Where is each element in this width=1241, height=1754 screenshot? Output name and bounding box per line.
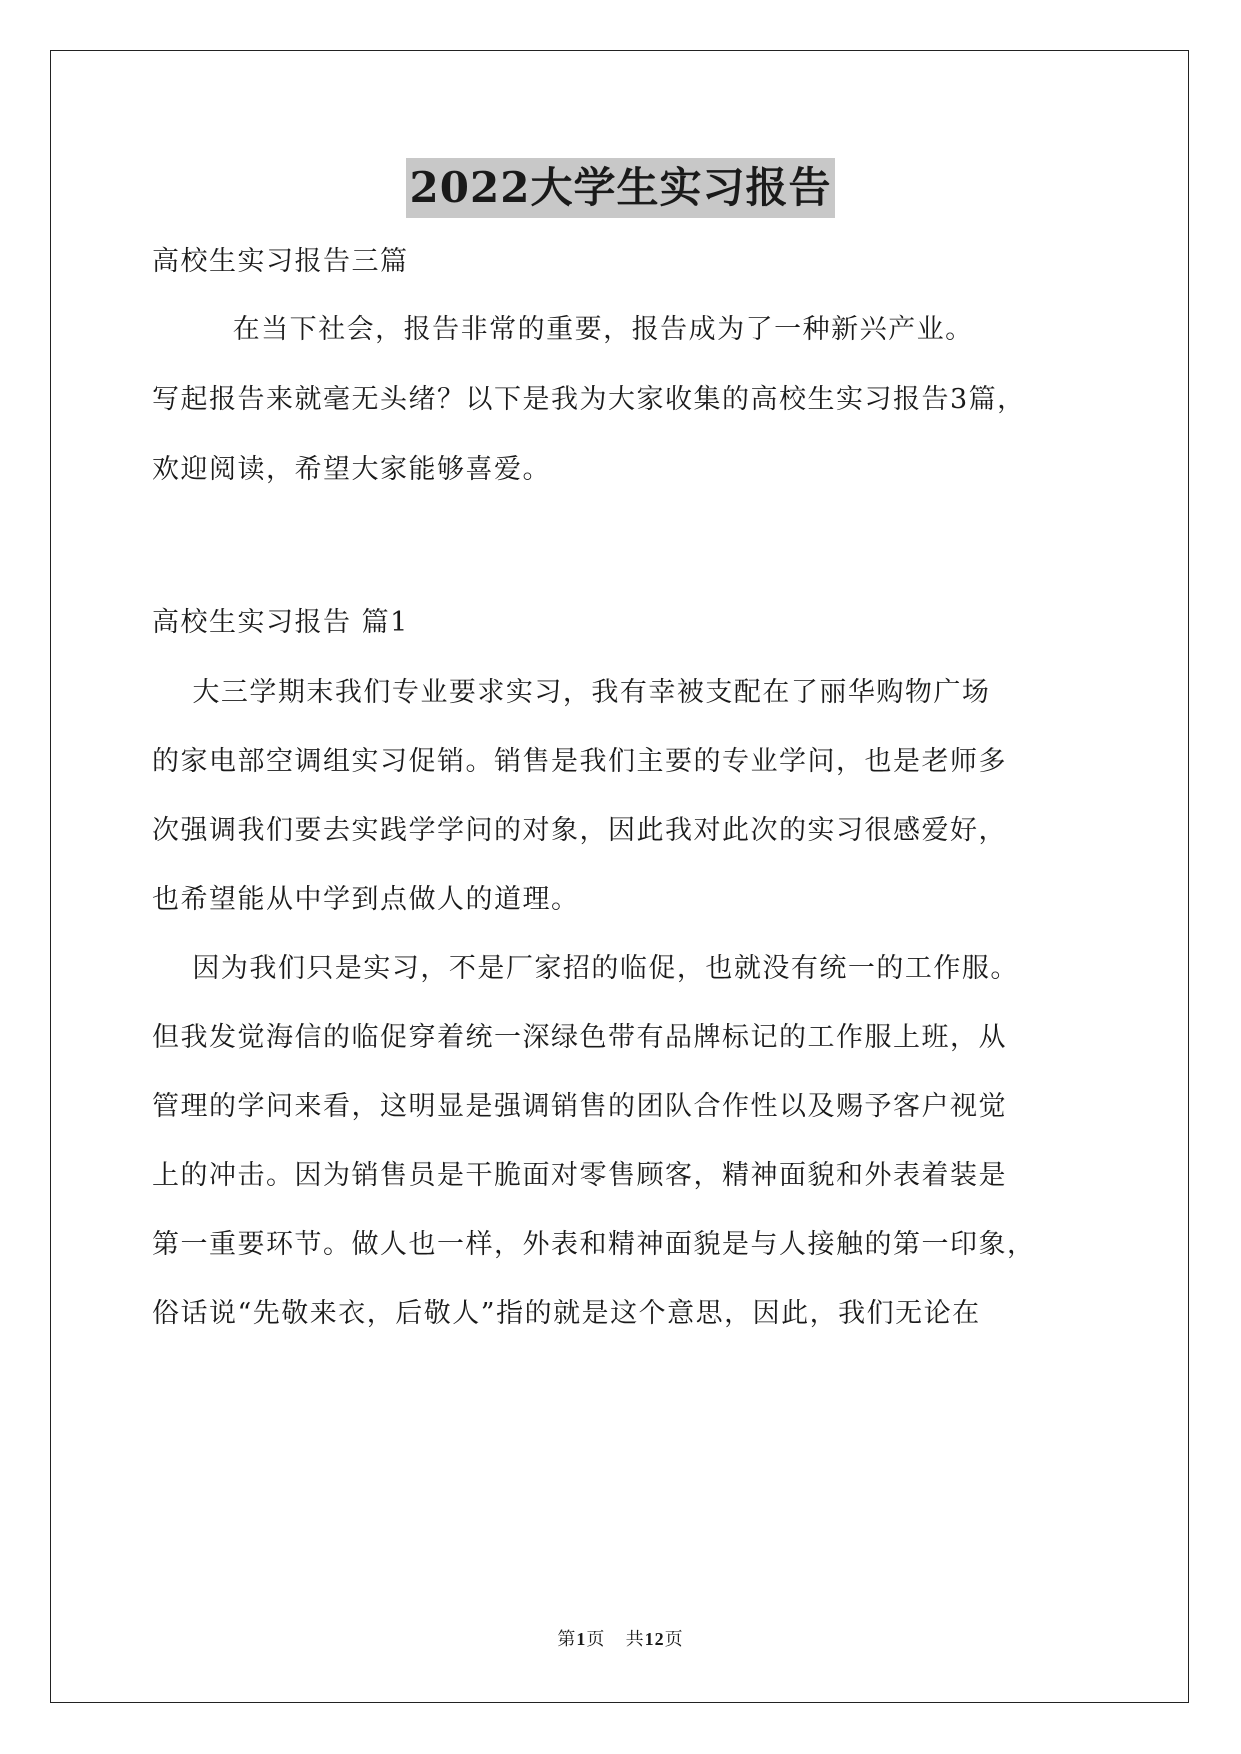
footer-mid: 页 共 [586,1629,645,1650]
intro-paragraph [152,305,1092,515]
footer-suffix: 页 [664,1629,684,1650]
paragraph-line: 因为我们只是实习，不是厂家招的临促，也就没有统一的工作服。 [152,953,1019,984]
paragraph-line: 也希望能从中学到点做人的道理。 [152,884,580,915]
section-heading: 高校生实习报告 篇1 [152,607,409,638]
paragraph-1 [152,668,1092,944]
paragraph-line: 的家电部空调组实习促销。销售是我们主要的专业学问，也是老师多 [152,746,1007,777]
paragraph-line: 上的冲击。因为销售员是干脆面对零售顾客，精神面貌和外表着装是 [152,1160,1007,1191]
intro-line: 欢迎阅读，希望大家能够喜爱。 [152,454,551,485]
paragraph-line: 管理的学问来看，这明显是强调销售的团队合作性以及赐予客户视觉 [152,1091,1007,1122]
title-container [0,158,1241,218]
document-title: 2022大学生实习报告 [406,158,836,218]
paragraph-2 [152,944,1092,1358]
paragraph-line: 俗话说“先敬来衣，后敬人”指的就是这个意思，因此，我们无论在 [152,1298,981,1329]
footer-prefix: 第 [557,1629,577,1650]
collection-heading: 高校生实习报告三篇 [152,246,409,277]
paragraph-line: 大三学期末我们专业要求实习，我有幸被支配在了丽华购物广场 [152,677,991,708]
paragraph-line: 第一重要环节。做人也一样，外表和精神面貌是与人接触的第一印象， [152,1229,1036,1260]
page-footer [0,1625,1241,1651]
paragraph-line: 次强调我们要去实践学学问的对象，因此我对此次的实习很感爱好， [152,815,1007,846]
intro-line: 写起报告来就毫无头绪？以下是我为大家收集的高校生实习报告3篇， [152,384,1026,415]
paragraph-line: 但我发觉海信的临促穿着统一深绿色带有品牌标记的工作服上班，从 [152,1022,1007,1053]
footer-total-pages: 12 [644,1629,665,1649]
intro-line: 在当下社会，报告非常的重要，报告成为了一种新兴产业。 [152,314,974,345]
footer-current-page: 1 [576,1629,587,1649]
